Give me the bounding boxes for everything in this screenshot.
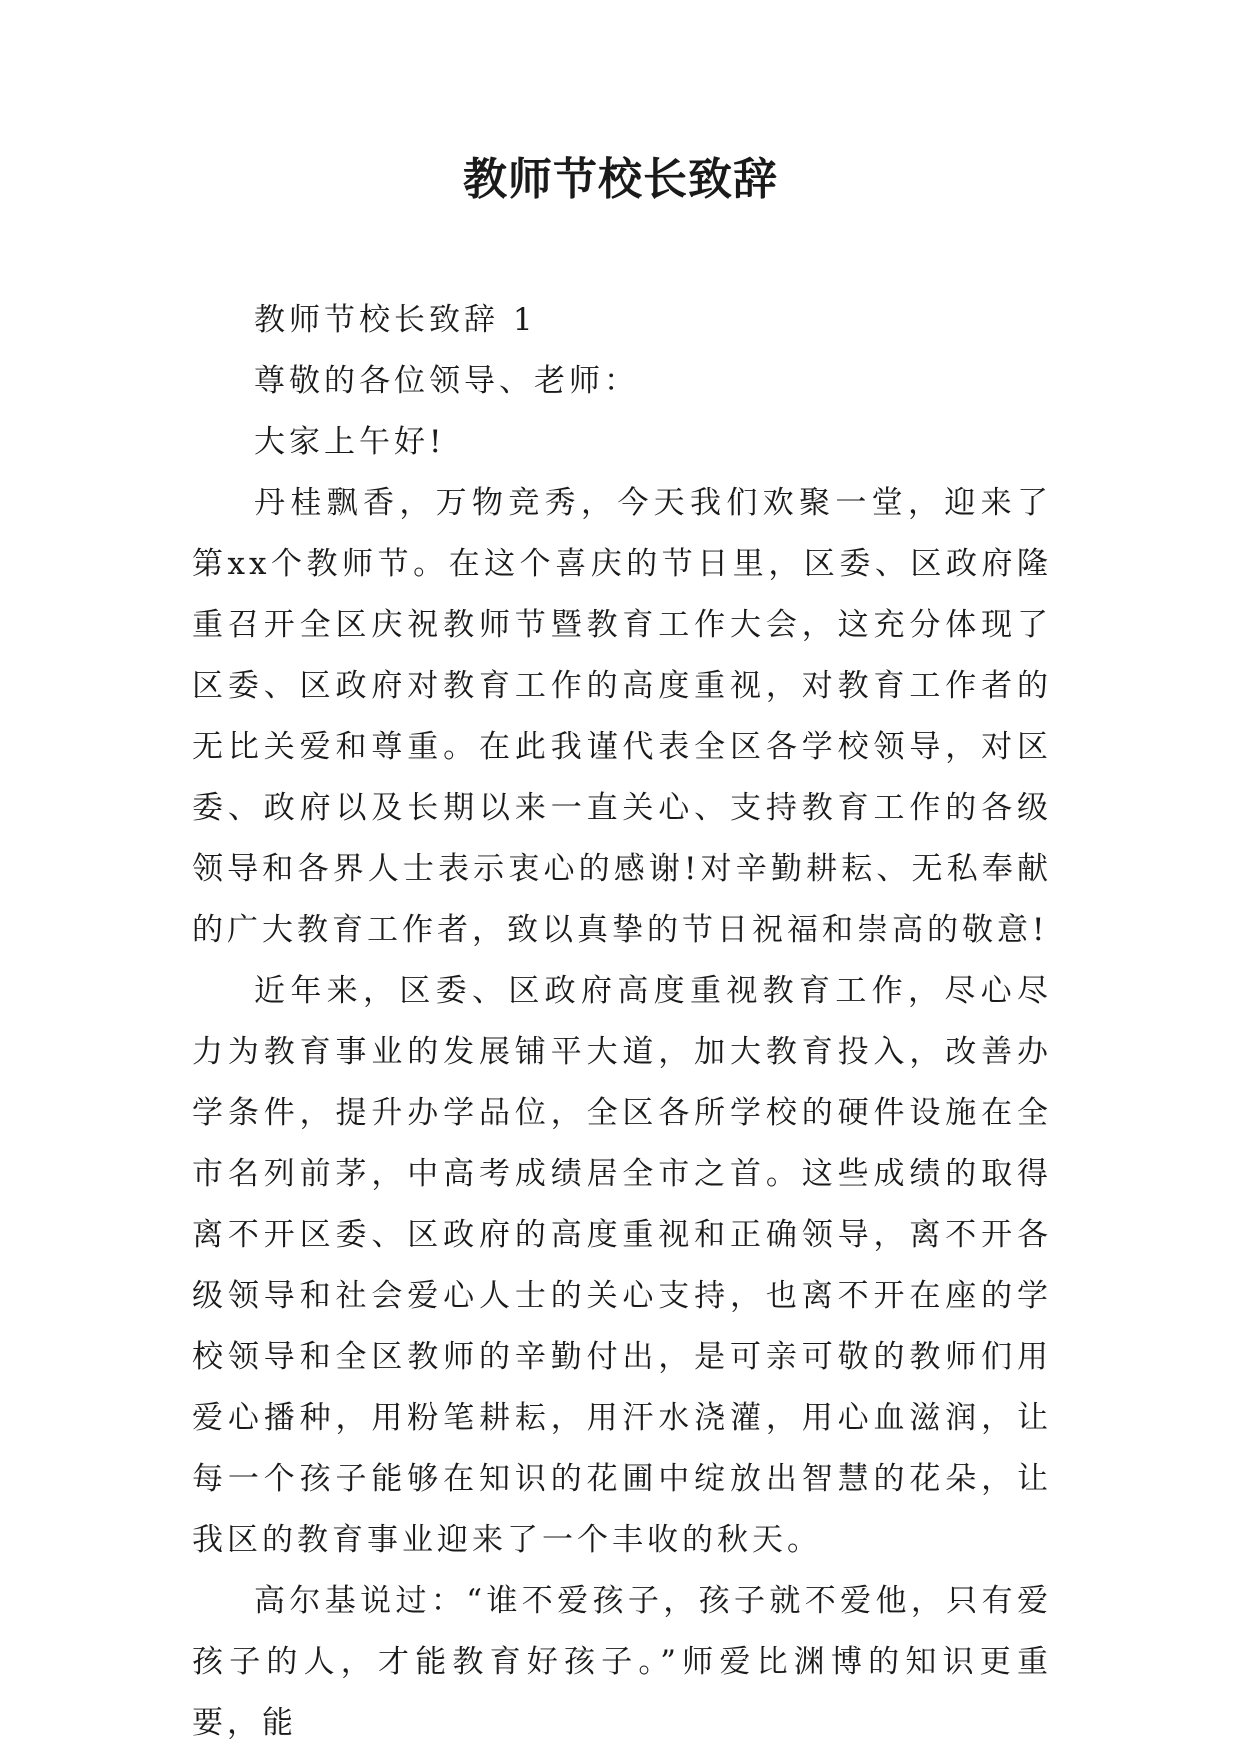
document-title: 教师节校长致辞 — [463, 154, 778, 205]
paragraph: 高尔基说过：“谁不爱孩子，孩子就不爱他，只有爱孩子的人，才能教育好孩子。”师爱比渊博的知识更重要，能 — [192, 1583, 1052, 1741]
paragraph-greeting: 大家上午好! — [254, 424, 446, 460]
paragraph: 近年来，区委、区政府高度重视教育工作，尽心尽力为教育事业的发展铺平大道，加大教育投入，改善办学条件，提升办学品位，全区各所学校的硬件设施在全市名列前茅，中高考成绩居全市之首。这些成绩的取得离不开区委、区政府的高度重视和正确领导，离不开各级领导和社会爱心人士的关心支持，也离不开在座的学校领导和全区教师的辛勤付出，是可亲可敬的教师们用爱心播种，用粉笔耕耘，用汗水浇灌，用心血滋润，让每一个孩子能够在知识的花圃中绽放出智慧的花朵，让我区的教育事业迎来了一个丰收的秋天。 — [192, 973, 1052, 1558]
paragraph-heading: 教师节校长致辞 1 — [254, 302, 537, 338]
paragraph-salutation: 尊敬的各位领导、老师： — [254, 363, 639, 399]
document-body — [192, 290, 1052, 1754]
paragraph: 丹桂飘香，万物竞秀，今天我们欢聚一堂，迎来了第xx个教师节。在这个喜庆的节日里，区委、区政府隆重召开全区庆祝教师节暨教育工作大会，这充分体现了区委、区政府对教育工作的高度重视，对教育工作者的无比关爱和尊重。在此我谨代表全区各学校领导，对区委、政府以及长期以来一直关心、支持教育工作的各级领导和各界人士表示衷心的感谢!对辛勤耕耘、无私奉献的广大教育工作者，致以真挚的节日祝福和崇高的敬意! — [192, 485, 1052, 948]
